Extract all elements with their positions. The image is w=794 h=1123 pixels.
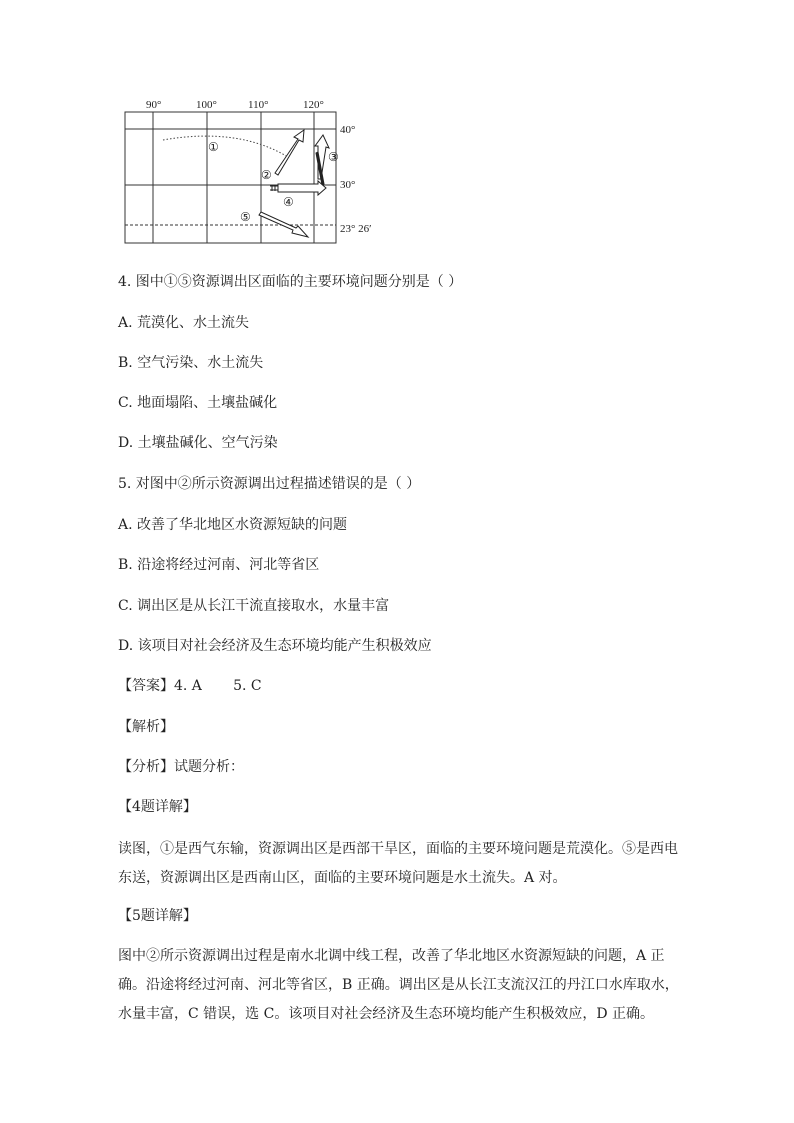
q5-detail-text: 图中②所示资源调出过程是南水北调中线工程，改善了华北地区水资源短缺的问题，A 正确。沿途将经过河南、河北等省区，B 正确。调出区是从长江支流汉江的丹江口水库取水，水量丰富，C 错误，选 C。该项目对社会经济及生态环境均能产生积极效应，D 正确。 (118, 948, 679, 1022)
question-4-option-d: D. 土壤盐碱化、空气污染 (118, 435, 278, 451)
marker-3: ③ (328, 150, 339, 164)
analysis-sub-tag: 【分析】 (118, 759, 174, 775)
question-5-option-c: C. 调出区是从长江干流直接取水，水量丰富 (118, 598, 390, 614)
q5-detail-title: 【5题详解】 (118, 908, 197, 924)
lon-label-90: 90° (146, 99, 162, 111)
lat-label-tropic: 23° 26′ (340, 223, 372, 235)
q4-detail-text: 读图，①是西气东输，资源调出区是西部干旱区，面临的主要环境问题是荒漠化。⑤是西电东送，资源调出区是西南山区，面临的主要环境问题是水土流失。A 对。 (118, 841, 678, 886)
question-4-option-c: C. 地面塌陷、土壤盐碱化 (118, 395, 278, 411)
resource-transfer-map (118, 97, 378, 247)
answer-tag: 【答案】 (118, 678, 174, 694)
answer-text: 4. A 5. C (174, 678, 262, 694)
question-4-stem: 4. 图中①⑤资源调出区面临的主要环境问题分别是（ ） (118, 274, 463, 290)
lat-label-40: 40° (340, 124, 356, 136)
answer-line (118, 676, 262, 696)
marker-2: ② (261, 168, 272, 182)
question-5-option-b: B. 沿途将经过河南、河北等省区 (118, 557, 320, 573)
route-4-arrow (270, 181, 326, 195)
lon-label-100: 100° (196, 99, 217, 111)
analysis-sub-text: 试题分析： (174, 759, 244, 775)
question-4-option-a: A. 荒漠化、水土流失 (118, 315, 250, 331)
marker-1: ① (208, 140, 219, 154)
marker-5: ⑤ (240, 210, 251, 224)
route-1-curve (163, 136, 288, 157)
question-4-option-b: B. 空气污染、水土流失 (118, 355, 264, 371)
lat-label-30: 30° (340, 179, 356, 191)
marker-4: ④ (283, 195, 294, 209)
question-5-option-d: D. 该项目对社会经济及生态环境均能产生积极效应 (118, 638, 432, 654)
q4-detail-title: 【4题详解】 (118, 799, 197, 815)
question-5-stem: 5. 对图中②所示资源调出过程描述错误的是（ ） (118, 476, 421, 492)
question-5-option-a: A. 改善了华北地区水资源短缺的问题 (118, 517, 348, 533)
route-3-arrow (315, 135, 329, 185)
analysis-tag: 【解析】 (118, 719, 174, 735)
lon-label-120: 120° (303, 99, 324, 111)
lon-label-110: 110° (248, 99, 269, 111)
analysis-sub-line (118, 757, 244, 777)
